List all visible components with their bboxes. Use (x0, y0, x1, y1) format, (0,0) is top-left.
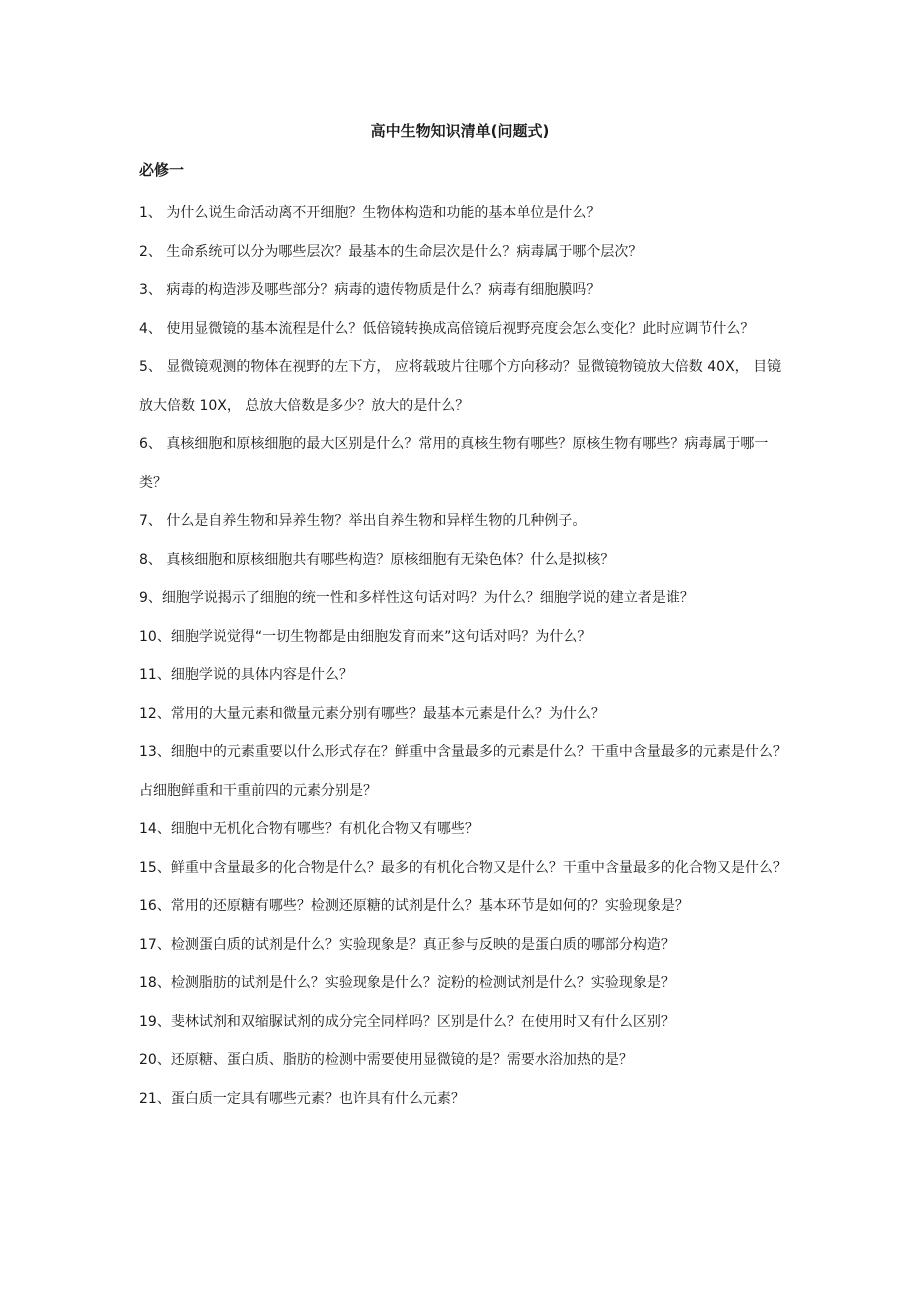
question-item (139, 964, 789, 1003)
question-text: 病毒的构造涉及哪些部分？病毒的遗传物质是什么？病毒有细胞膜吗？ (166, 282, 601, 298)
question-text: 什么是自养生物和异养生物？举出自养生物和异样生物的几种例子。 (166, 513, 587, 529)
question-text: 鲜重中含量最多的化合物是什么？最多的有机化合物又是什么？干重中含量最多的化合物又是什么？ (170, 859, 787, 876)
question-number: 6、 (139, 436, 167, 452)
question-item (139, 348, 789, 425)
question-item (139, 502, 789, 541)
question-text: 细胞中的元素重要以什么形式存在？鲜重中含量最多的元素是什么？干重中含量最多的元素是什么？占细胞鲜重和干重前四的元素分别是？ (139, 744, 787, 799)
question-number: 10、 (139, 628, 171, 645)
question-number: 5、 (139, 359, 167, 375)
question-number: 16、 (139, 898, 171, 914)
question-text: 细胞中无机化合物有哪些？有机化合物又有哪些？ (170, 821, 479, 837)
question-text: 还原糖、蛋白质、脂肪的检测中需要使用显微镜的是？需要水浴加热的是？ (170, 1052, 633, 1068)
question-text: 显微镜观测的物体在视野的左下方， 应将载玻片往哪个方向移动？显微镜物镜放大倍数 40X， 目镜放大倍数 10X， 总放大倍数是多少？放大的是什么？ (139, 359, 782, 414)
question-item (139, 618, 789, 657)
question-item (139, 194, 789, 233)
question-number: 13、 (139, 744, 171, 760)
question-item (139, 733, 789, 810)
question-text: 真核细胞和原核细胞共有哪些构造？原核细胞有无染色体？什么是拟核？ (166, 551, 615, 568)
question-text: 检测脂肪的试剂是什么？实验现象是什么？淀粉的检测试剂是什么？实验现象是？ (170, 975, 675, 991)
question-item (139, 541, 789, 580)
question-item (139, 1003, 789, 1042)
question-number: 14、 (139, 821, 171, 837)
question-number: 19、 (139, 1013, 171, 1030)
question-text: 真核细胞和原核细胞的最大区别是什么？常用的真核生物有哪些？原核生物有哪些？病毒属于哪一类？ (139, 436, 769, 491)
question-number: 15、 (139, 859, 171, 876)
question-item (139, 579, 789, 618)
question-number: 12、 (139, 705, 171, 722)
question-list (139, 194, 789, 1118)
question-number: 20、 (139, 1052, 171, 1068)
document-title: 高中生物知识清单(问题式) (370, 122, 550, 140)
question-text: 细胞学说揭示了细胞的统一性和多样性这句话对吗？为什么？细胞学说的建立者是谁？ (161, 590, 694, 606)
question-number: 11、 (139, 667, 171, 683)
question-number: 17、 (139, 936, 171, 953)
question-number: 18、 (139, 975, 171, 991)
question-text: 细胞学说觉得“一切生物都是由细胞发育而来”这句话对吗？为什么？ (170, 628, 592, 645)
question-item (139, 849, 789, 888)
question-number: 7、 (139, 513, 167, 529)
question-number: 21、 (139, 1090, 171, 1107)
question-item (139, 233, 789, 272)
question-number: 4、 (139, 320, 167, 337)
question-item (139, 926, 789, 965)
question-item (139, 271, 789, 310)
question-number: 8、 (139, 551, 167, 568)
question-item (139, 1080, 789, 1119)
question-item (139, 695, 789, 734)
question-number: 9、 (139, 590, 162, 606)
question-item (139, 310, 789, 349)
question-text: 为什么说生命活动离不开细胞？生物体构造和功能的基本单位是什么？ (166, 205, 601, 221)
question-item (139, 656, 789, 695)
question-text: 检测蛋白质的试剂是什么？实验现象是？真正参与反映的是蛋白质的哪部分构造？ (170, 936, 675, 953)
section-heading: 必修一 (139, 161, 185, 179)
question-number: 2、 (139, 243, 167, 260)
question-text: 细胞学说的具体内容是什么？ (170, 667, 353, 683)
question-text: 使用显微镜的基本流程是什么？低倍镜转换成高倍镜后视野亮度会怎么变化？此时应调节什么？ (166, 320, 755, 337)
question-item (139, 810, 789, 849)
question-text: 斐林试剂和双缩脲试剂的成分完全同样吗？区别是什么？在使用时又有什么区别？ (170, 1013, 675, 1030)
question-number: 1、 (139, 205, 167, 221)
question-item (139, 1041, 789, 1080)
question-item (139, 887, 789, 926)
question-text: 常用的还原糖有哪些？检测还原糖的试剂是什么？基本环节是如何的？实验现象是？ (170, 898, 689, 914)
question-text: 生命系统可以分为哪些层次？最基本的生命层次是什么？病毒属于哪个层次？ (166, 243, 643, 260)
question-text: 蛋白质一定具有哪些元素？也许具有什么元素？ (170, 1090, 465, 1107)
question-item (139, 425, 789, 502)
question-number: 3、 (139, 282, 167, 298)
question-text: 常用的大量元素和微量元素分别有哪些？最基本元素是什么？为什么？ (170, 705, 605, 722)
